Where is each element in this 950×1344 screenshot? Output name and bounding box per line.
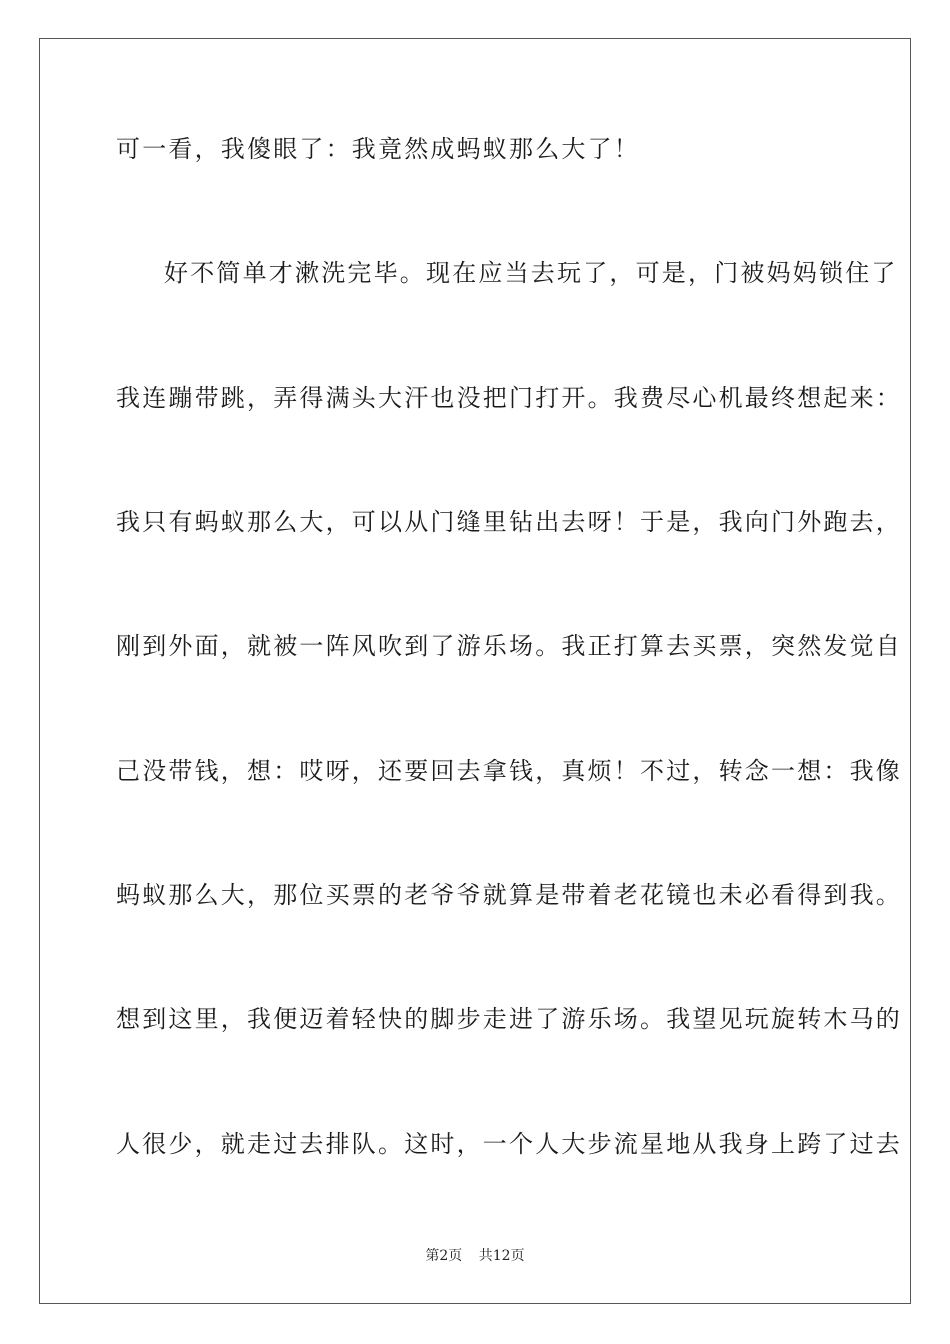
- page-footer: [0, 1246, 950, 1266]
- text-line-3: 我连蹦带跳，弄得满头大汗也没把门打开。我费尽心机最终想起来：: [116, 384, 902, 412]
- text-line-1: 可一看，我傻眼了：我竟然成蚂蚁那么大了！: [116, 135, 640, 163]
- text-line-2: 好不简单才漱洗完毕。现在应当去玩了，可是，门被妈妈锁住了: [164, 259, 898, 287]
- page-number-total: 共12页: [478, 1248, 525, 1264]
- text-line-9: 人很少，就走过去排队。这时，一个人大步流星地从我身上跨了过去: [116, 1130, 902, 1158]
- text-line-8: 想到这里，我便迈着轻快的脚步走进了游乐场。我望见玩旋转木马的: [116, 1005, 902, 1033]
- text-line-4: 我只有蚂蚁那么大，可以从门缝里钻出去呀！于是，我向门外跑去，: [116, 508, 902, 536]
- page-number-current: 第2页: [425, 1248, 463, 1264]
- page-frame: [39, 38, 911, 1304]
- text-line-6: 己没带钱，想：哎呀，还要回去拿钱，真烦！不过，转念一想：我像: [116, 757, 902, 785]
- text-line-7: 蚂蚁那么大，那位买票的老爷爷就算是带着老花镜也未必看得到我。: [116, 881, 902, 909]
- text-line-5: 刚到外面，就被一阵风吹到了游乐场。我正打算去买票，突然发觉自: [116, 632, 902, 660]
